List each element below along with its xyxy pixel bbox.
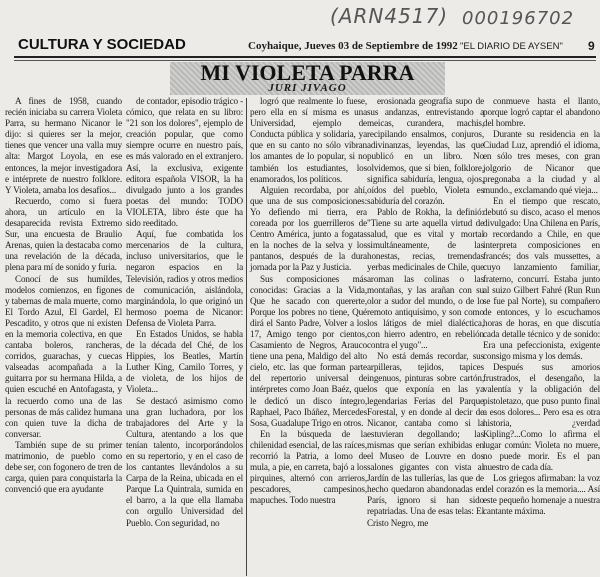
handwritten-archive-code: (ARN4517) [330,4,449,28]
article-paragraph: En la búsqueda de la chilenidad esencial, de las raíces, recorrió la Patria, a lomo de mula, a pie, en carreta, bajó a los pirquines, alternó con arrieros, pescadores, campesinos, mapuches. Todo nuestra [250,428,367,506]
article-paragraph: Pablo de Rokha, la definió: "Tiene su arte aquella virtud de salud, que es vital y mortal simultáneamente, de las honestas, recias, tremendas yerbas medicinales de Chile, que aroman las colinas o las montañas, y las arañan con su olor a sudor del mundo, o de lo remoto antiquísimo, y son como los látigos de miel dialéctica, con hierro adentro, en rebelión contra el yugo"... [367,206,484,351]
dateline: Coyhaique, Jueves 03 de Septiembre de 1992 [248,40,458,52]
article-paragraph: No está demás recordar, sus arpilleras, tejidos, tapices ingenuos, pinturas sobre cartón, los que exponía en las ya legendarias Ferias del Parque Forestal, y en donde al decir de Nicanor, cantaba como si la estuvieran degollando; las mismas que serían exhibidas en el Museo de Louvre en dos salones gigantes con vista al Jardín de las tullerías, las que de hecho quedaron abandonadas en París, ignoro si han sido repatriadas. Una de esas telas: El Cristo Negro, me [367,351,484,528]
article-paragraph: Recuerdo, como si fuera ahora, un artículo en la desaparecida revista Extremo Sur, una encuesta de Braulio Arenas, quien la destacaba como una revelación de la década, plena para mí de sonido y furia. [5,195,122,273]
page-number: 9 [588,39,595,53]
article-paragraph: de contador, episodio trágico - cómico, que relata en su libro: "21 son los dolores", ejemplo de creación popular, que como siempre ocurre en nuestro país, es más valorado en el extranjero. Así, la exclusiva, exigente editora española VISOR, la ha divulgado junto a los grandes poetas del mundo: TODO VIOLETA, libro éste que ha sido reeditado. [126,96,243,229]
header-rule [14,56,596,58]
article-paragraph: logró que realmente lo fuese, pero ella en sí misma es una Universidad, ejemplo de Conducta pública y solidaria, ya que en su canto no sólo vibran los amantes de lo popular, si no también los estudiantes, los enamorados, los políticos. [250,96,367,184]
section-heading: CULTURA Y SOCIEDAD [18,36,186,53]
newspaper-name: "EL DIARIO DE AYSEN" [460,41,563,52]
article-column-3 [250,96,367,506]
article-paragraph: Conocí de sus humildes, modelos comienzos, en figones y tabernas de mala muerte, como El Tordo Azul, El Gardel, El Pescadito, y otros que ni existen en la memoria colectiva, en que cantaba boleros, rancheras, corridos, guarachas, y cuecas valseadas acompañada a la guitarra por su hermana Hilda, a quien escuché en Antofagasta, y la recuerdo como una de las personas de más calidez humana con quien tuve la dicha de conversar. [5,273,122,439]
article-paragraph: A fines de 1958, cuando recién iniciaba su carrera Violeta Parra, su hermano Nicanor le dijo: si quieres ser la mejor, tienes que vencer una valla muy alta: Margot Loyola, en ese entonces, la mejor investigadora e intérprete de nuestro folklore. Y Violeta, amaba los desafíos... [5,96,122,195]
article-paragraph: Alguien recordaba, por ahí, que una de sus composiciones: Yo defiendo mi tierra, era coreada por los guerrilleros de Centro América, junto a fogatas en la noches de la selva y los pantanos, después de la dura jornada por la Paz y Justicia. [250,184,367,273]
article-paragraph: Sus composiciones más conocidas: Gracias a la Vida, Que he sacado con quererte, Porque los pobres no tiene, Qué dirá el Santo Padre, Volver a los 17, Amigo tengo por cientos, Casamiento de Negros, Arauco tiene una pena, Maldigo del alto cielo, etc. las que forman parte del repertorio universal de intérpretes como Joan Baéz, que le dedicó un disco íntegro, Raphael, Paco Ibáñez, Mercedes Sosa, Guadalupe Trigo en otros. [250,273,367,428]
article-author: JURI JIVAGO [268,82,347,94]
article-column-5 [483,96,600,518]
article-paragraph: Después sus amorios frustrados, el desengaño, la valentía y la obligación del pistoletazo, que puso punto final a esos dolores... Pero esa es otra historia, ¿verdad Kipling?...Como lo afirma el lugar común: Violeta no muere, no puede morir. Es el pan nuestro de cada día. [483,362,600,473]
article-paragraph: En Estados Unidos, se habla de la década del Ché, de los Hippies, los Beatles, Martín Luther King, Camilo Torres, y de violeta, de los hijos de Violeta... [126,328,243,395]
article-column-1 [5,96,122,495]
article-paragraph: Durante su residencia en la Ciudad Luz, aprendió el idioma, en sólo tres meses, con gran jolgorio de Nicanor que pregonaba a la ciudad y al mundo., exclamando qué vieja... [483,129,600,195]
article-title: MI VIOLETA PARRA [200,60,415,85]
article-paragraph: erosionada geografía supo de sus andanzas, entrevistando a meicas, curandera, machis, recipilando ensalmos, conjuros, adivinanzas, leyendas, las que publicó en un libro. No olvidemos, que si bien, folklore, significa sabiduría, lengua, ojos, oídos del pueblo, Violeta es sabiduría del corazón. [367,96,484,206]
article-paragraph: Se destacó asimismo como una gran luchadora, por los trabajadores del Arte y la Cultura, atentando a los que tenían talento, incorporándolos en su repertorio, y en el caso de los cantantes llevándolos a su Carpa de la Reina, ubicada en el Parque La Quintrala, sumida en el barro, a la que ella llamaba con orgullo Universidad del Pueblo. Con seguridad, no [126,395,243,528]
article-paragraph: conmueve hasta el llanto, porque logró captar el abandono del hombre. [483,96,600,129]
article-paragraph: También supe de su primer matrimonio, de pueblo como debe ser, con fogonero de tren de carga, quien para conquistarla la convenció que era ayudante [5,439,122,495]
article-paragraph: Aquí, fue combatida los mercenarios de la cultura, incluso universitarios, que le negaron espacios en la Televisión, radios y otros medios de comunicación, aislándola, marginándola, lo que originó un hermoso poema de Nicanor: Defensa de Violeta Parra. [126,229,243,328]
article-column-4 [367,96,484,529]
handwritten-number: 000196702 [462,8,575,29]
column-divider [246,98,247,576]
article-paragraph: Los griegos afirmaban: la voz del corazón es la memoria.... Así este pequeño homenaje a nuestra cantante máxima. [483,473,600,517]
article-paragraph: En el tiempo que rescato, debutó su disco, acaso el menos divulgado: Una Chilena en París, o recordando a Chile, en que interpreta composiciones en francés; dos vals mussettes, a cuyo lanzamiento familiar, fraterno, concurrí. Estaba junto al suizo Gilbert Fahré (Run Run se fue pal Norte), su compañero de entonces, y lo escuchamos horas de horas, en que discutía cada detalle técnico y de sonido: Era una pefeccionista, exigente consigo misma y los demás. [483,195,600,362]
article-column-2 [126,96,243,529]
